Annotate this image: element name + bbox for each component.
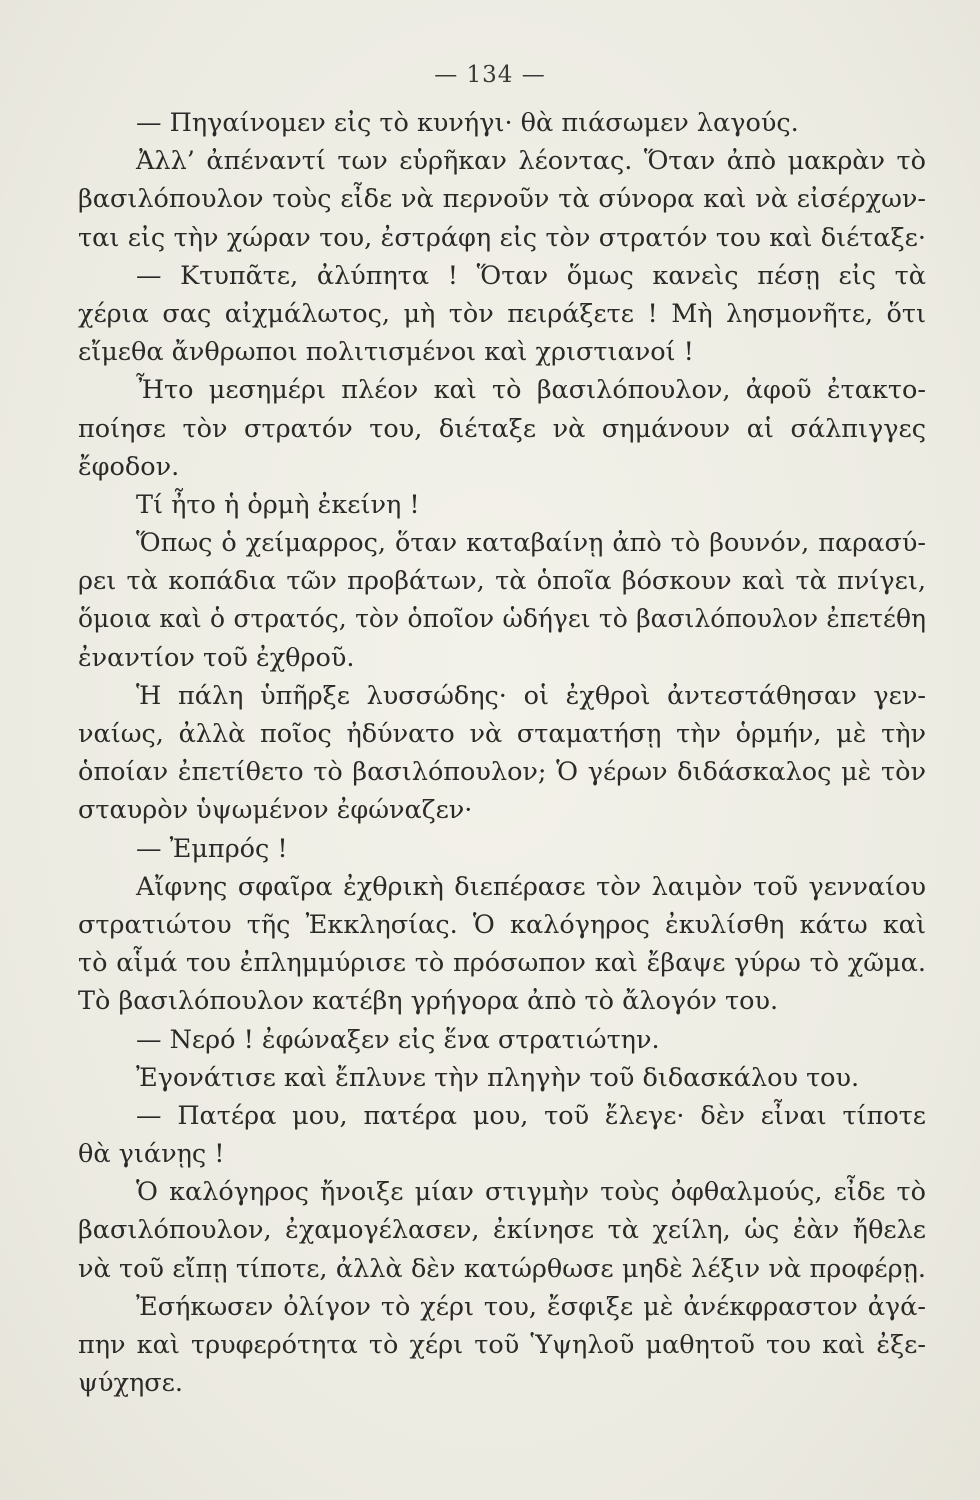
text-line: νὰ τοῦ εἴπῃ τίποτε, ἀλλὰ δὲν κατώρθωσε μηδὲ λέξιν νὰ προφέρῃ. — [78, 1253, 926, 1284]
text-line: τὸ αἷμά του ἐπλημμύρισε τὸ πρόσωπον καὶ ἔβαψε γύρω τὸ χῶμα. — [78, 948, 926, 979]
text-line: βασιλόπουλον, ἐχαμογέλασεν, ἐκίνησε τὰ χείλη, ὡς ἐὰν ἤθελε — [78, 1215, 926, 1246]
text-line: — Πηγαίνομεν εἰς τὸ κυνήγι· θὰ πιάσωμεν λαγούς. — [136, 108, 799, 138]
text-line: εἴμεθα ἄνθρωποι πολιτισμένοι καὶ χριστιανοί ! — [78, 337, 694, 368]
text-line: στρατιώτου τῆς Ἐκκλησίας. Ὁ καλόγηρος ἐκυλίσθη κάτω καὶ — [78, 909, 926, 940]
text-line: Ἐσήκωσεν ὀλίγον τὸ χέρι του, ἔσφιξε μὲ ἀνέκφραστον ἀγά- — [136, 1291, 926, 1322]
text-line: Ἡ πάλη ὑπῆρξε λυσσώδης· οἱ ἐχθροὶ ἀντεστάθησαν γεν- — [136, 680, 926, 711]
text-line: Ὅπως ὁ χείμαρρος, ὅταν καταβαίνῃ ἀπὸ τὸ βουνόν, παρασύ- — [136, 528, 926, 559]
text-line: θὰ γιάνῃς ! — [78, 1139, 225, 1170]
text-line: ται εἰς τὴν χώραν του, ἐστράφη εἰς τὸν στρατόν του καὶ διέταξε· — [78, 222, 926, 253]
text-line: ναίως, ἀλλὰ ποῖος ἠδύνατο νὰ σταματήσῃ τὴν ὁρμήν, μὲ τὴν — [78, 719, 926, 749]
text-line: Ἦτο μεσημέρι πλέον καὶ τὸ βασιλόπουλον, ἀφοῦ ἐτακτο- — [136, 375, 926, 406]
text-line: Αἴφνης σφαῖρα ἐχθρικὴ διεπέρασε τὸν λαιμὸν τοῦ γενναίου — [136, 871, 926, 902]
text-line: ρει τὰ κοπάδια τῶν προβάτων, τὰ ὁποῖα βόσκουν καὶ τὰ πνίγει, — [78, 566, 926, 597]
text-line: ὅμοια καὶ ὁ στρατός, τὸν ὁποῖον ὡδήγει τὸ βασιλόπουλον ἐπετέθη — [78, 604, 926, 634]
text-line: Ὁ καλόγηρος ἤνοιξε μίαν στιγμὴν τοὺς ὀφθαλμούς, εἶδε τὸ — [136, 1177, 926, 1208]
text-line: Ἐγονάτισε καὶ ἔπλυνε τὴν πληγὴν τοῦ διδασκάλου του. — [136, 1062, 860, 1093]
text-line: πην καὶ τρυφερότητα τὸ χέρι τοῦ Ὑψηλοῦ μαθητοῦ του καὶ ἐξε- — [78, 1330, 926, 1360]
text-line: Τί ἦτο ἡ ὁρμὴ ἐκείνη ! — [136, 489, 420, 520]
text-line: ψύχησε. — [78, 1368, 183, 1399]
body-text — [78, 104, 926, 1402]
text-line: χέρια σας αἰχμάλωτος, μὴ τὸν πειράξετε ! Μὴ λησμονῆτε, ὅτι — [78, 298, 926, 329]
text-line: — Ἐμπρός ! — [136, 833, 288, 864]
text-line: — Κτυπᾶτε, ἀλύπητα ! Ὅταν ὅμως κανεὶς πέσῃ εἰς τὰ — [136, 260, 926, 291]
text-line: Ἀλλ’ ἀπέναντί των εὑρῆκαν λέοντας. Ὅταν ἀπὸ μακρὰν τὸ — [136, 146, 926, 177]
text-line: Τὸ βασιλόπουλον κατέβη γρήγορα ἀπὸ τὸ ἄλογόν του. — [78, 986, 779, 1017]
text-line: σταυρὸν ὑψωμένον ἐφώναζεν· — [78, 795, 473, 826]
text-line: ἐναντίον τοῦ ἐχθροῦ. — [78, 642, 355, 673]
text-line: — Νερό ! ἐφώναξεν εἰς ἕνα στρατιώτην. — [136, 1024, 660, 1055]
page-number: — 134 — — [434, 62, 546, 88]
text-line: ποίησε τὸν στρατόν του, διέταξε νὰ σημάνουν αἱ σάλπιγγες — [78, 413, 926, 444]
text-line: — Πατέρα μου, πατέρα μου, τοῦ ἔλεγε· δὲν εἶναι τίποτε — [136, 1100, 926, 1131]
text-line: βασιλόπουλον τοὺς εἶδε νὰ περνοῦν τὰ σύνορα καὶ νὰ εἰσέρχων- — [78, 184, 926, 215]
text-line: ὁποίαν ἐπετίθετο τὸ βασιλόπουλον; Ὁ γέρων διδάσκαλος μὲ τὸν — [78, 757, 926, 788]
text-line: ἔφοδον. — [78, 451, 180, 482]
